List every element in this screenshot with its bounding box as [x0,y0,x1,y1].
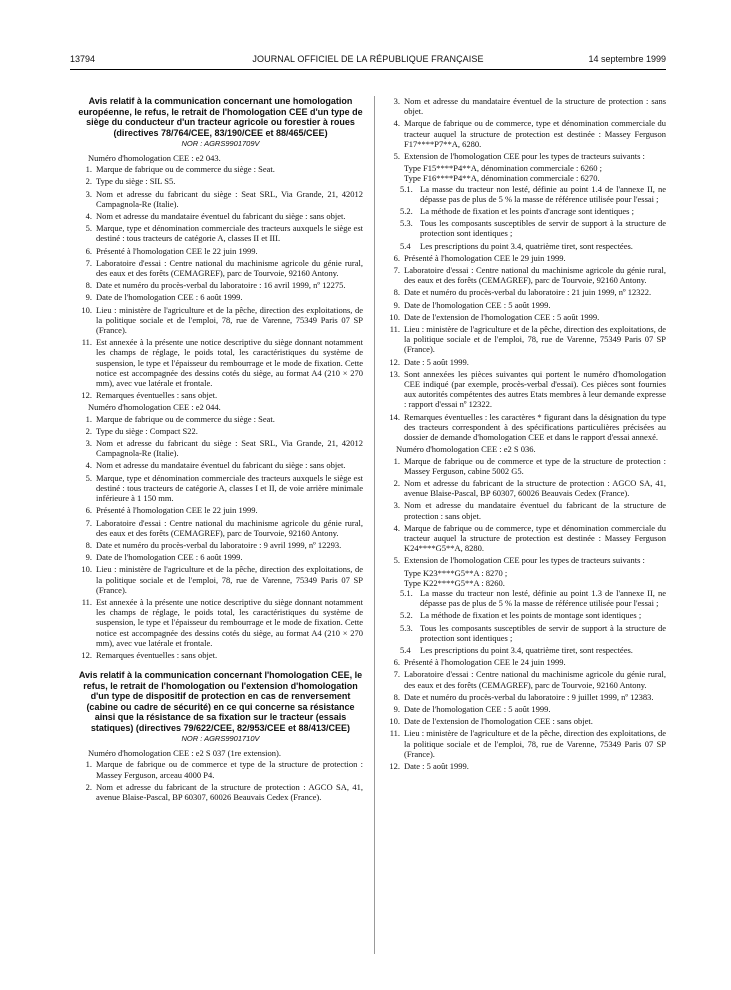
item-text: Date de l'extension de l'homologation CEE : sans objet. [404,716,593,727]
item-number: 10. [81,564,92,575]
item-list [78,759,363,802]
sub-item [386,241,666,251]
item-text: Marque de fabrique ou de commerce, type et dénomination commerciale du tracteur auquel la structure de protection est destinée : Massey Ferguson F17****P7**A, 6280. [404,118,666,149]
journal-title: JOURNAL OFFICIEL DE LA RÉPUBLIQUE FRANÇAISE [252,54,484,64]
tractor-type: Type F15****P4**A, dénomination commerciale : 6260 ; [404,163,602,174]
item-text: Date de l'homologation CEE : 6 août 1999. [96,552,243,563]
nor-reference: NOR : AGRS9901710V [181,734,260,744]
list-item [386,728,666,759]
item-text: Marque de fabrique ou de commerce, type et dénomination commerciale du tracteur auquel la structure de protection est destinée : Massey Ferguson K24****G5**A, 8280. [404,522,666,554]
item-text: Présenté à l'homologation CEE le 29 juin 1999. [404,252,566,263]
item-number: 13. [389,368,400,379]
sub-item [386,645,666,655]
item-text: Les prescriptions du point 3.4, quatrième tiret, sont respectées. [420,644,633,655]
item-text: Présenté à l'homologation CEE le 22 juin 1999. [96,505,258,516]
item-list [386,657,666,771]
item-number: 3. [393,500,400,511]
item-number: 12. [389,760,400,771]
item-text: Lieu : ministère de l'agriculture et de la pêche, direction des exploitations, de la politique sociale et de l'emploi, 78, rue de Varenne, 75349 Paris 07 SP (France). [404,728,666,759]
list-item [78,211,363,221]
item-text: Date et numéro du procès-verbal du laboratoire : 21 juin 1999, nº 12322. [404,287,652,298]
item-list [386,96,666,161]
sub-item [386,206,666,216]
item-text: Tous les composants susceptibles de servir de support à la structure de protection sont identiques ; [420,218,666,239]
item-number: 7. [393,669,400,680]
list-item [78,540,363,550]
item-text: Marque de fabrique ou de commerce et type de la structure de protection : Massey Ferguson, cabine 5002 G5. [404,455,666,476]
item-text: Lieu : ministère de l'agriculture et de la pêche, direction des exploitations, de la politique sociale et de l'emploi, 78, rue de Varenne, 75349 Paris 07 SP (France). [96,304,363,336]
list-item [386,151,666,161]
item-text: Lieu : ministère de l'agriculture et de la pêche, direction des exploitations, de la politique sociale et de l'emploi, 78, rue de Varenne, 75349 Paris 07 SP (France). [96,564,363,595]
list-item [78,280,363,290]
item-number: 2. [85,176,92,187]
list-item [78,164,363,174]
list-item [78,597,363,648]
item-text: Laboratoire d'essai : Centre national du machinisme agricole du génie rural, des eaux et des forêts (CEMAGREF), parc de Tourvoie, 92160 Antony. [404,265,666,286]
list-item [78,460,363,470]
list-item [386,500,666,520]
item-number: 12. [81,649,92,660]
item-number: 2. [85,425,92,436]
issue-date: 14 septembre 1999 [588,54,666,64]
homologation-number: Numéro d'homologation CEE : e2 S 037 (1re extension). [88,748,281,759]
list-item [386,96,666,116]
sub-item-list [386,184,666,251]
tractor-type: Type F16****P4**A, dénomination commerciale : 6270. [404,173,600,184]
right-column [386,96,666,773]
item-number: 5.1. [400,183,413,194]
item-text: Remarques éventuelles : sans objet. [96,649,218,660]
item-text: Les prescriptions du point 3.4, quatrième tiret, sont respectées. [420,240,633,251]
list-item [386,300,666,310]
tractor-type: Type K22****G5**A : 8260. [404,577,505,588]
item-number: 5.2. [400,610,413,621]
item-list [78,164,363,400]
list-item [78,337,363,388]
list-item [78,438,363,458]
list-item [386,704,666,714]
item-text: Date de l'extension de l'homologation CEE : 5 août 1999. [404,311,600,322]
sub-item [386,623,666,643]
item-number: 1. [85,413,92,424]
item-number: 4. [85,211,92,222]
item-list [386,456,666,566]
item-number: 5. [85,223,92,234]
item-text: Marque de fabrique ou de commerce du siège : Seat. [96,164,275,175]
list-item [78,246,363,256]
item-number: 1. [85,164,92,175]
item-text: Tous les composants susceptibles de servir de support à la structure de protection sont identiques ; [420,622,666,643]
item-number: 3. [85,438,92,449]
item-number: 7. [393,265,400,276]
list-item [78,473,363,504]
item-text: Date de l'homologation CEE : 6 août 1999. [96,292,243,303]
item-text: La masse du tracteur non lesté, définie au point 1.3 de l'annexe II, ne dépasse pas de plus de 5 % la masse de référence utilisée pour l'essai ; [420,587,666,609]
item-number: 5.4 [400,644,411,655]
sub-item [386,588,666,608]
list-item [78,189,363,209]
avis-title: Avis relatif à la communication concernant une homologation européenne, le refus, le retrait de l'homologation CEE d'un type de siège du conducteur d'un tracteur agricole ou forestier à roues (directives 78/764/CEE, 83/190/CEE et 88/465/CEE) [78,96,363,138]
item-number: 4. [393,118,400,129]
list-item [386,456,666,476]
list-item [78,782,363,802]
item-text: Nom et adresse du fabricant du siège : Seat SRL, Via Grande, 21, 42012 Campagnola-Re (Italie). [96,188,363,209]
item-text: Nom et adresse du mandataire éventuel du fabricant du siège : sans objet. [96,460,346,471]
homologation-number: Numéro d'homologation CEE : e2 043. [88,153,221,163]
item-text: La masse du tracteur non lesté, définie au point 1.4 de l'annexe II, ne dépasse pas de plus de 5 % la masse de référence utilisée pour l'essai ; [420,183,666,204]
item-number: 11. [389,728,400,739]
item-text: La méthode de fixation et les points de montage sont identiques ; [420,610,642,621]
item-number: 9. [85,292,92,303]
list-item [386,669,666,689]
item-number: 1. [85,759,92,770]
item-number: 14. [389,411,400,422]
item-text: Est annexée à la présente une notice descriptive du siège donnant notamment les champs de réglage, le poids total, les caractéristiques du système de suspension, le type et l'épaisseur du rembourrage et le mode de fixation. Cette notice est accompagnée des dessins cotés du siège, au format A4 (210 × 270 mm), avec vue latérale et frontale. [96,337,363,389]
item-number: 6. [85,245,92,256]
item-number: 5.2. [400,206,413,217]
list-item [386,523,666,554]
item-number: 6. [393,252,400,263]
list-item [386,412,666,443]
item-number: 10. [389,311,400,322]
item-text: Date de l'homologation CEE : 5 août 1999. [404,299,551,310]
list-item [386,657,666,667]
item-number: 12. [389,356,400,367]
tractor-type: Type K23****G5**A : 8270 ; [404,567,508,578]
item-text: Date et numéro du procès-verbal du laboratoire : 16 avril 1999, nº 12275. [96,280,346,291]
page-number: 13794 [70,54,96,64]
item-number: 11. [81,337,92,348]
item-number: 2. [85,781,92,792]
list-item [78,414,363,424]
item-number: 6. [85,505,92,516]
item-text: Nom et adresse du fabricant du siège : Seat SRL, Via Grande, 21, 42012 Campagnola-Re (Italie). [96,438,363,459]
item-list [386,253,666,442]
item-text: Marque de fabrique ou de commerce du siège : Seat. [96,413,275,424]
list-item [386,312,666,322]
list-item [78,305,363,336]
item-text: Type du siège : SIL S5. [96,176,176,187]
item-text: Laboratoire d'essai : Centre national du machinisme agricole du génie rural, des eaux et des forêts (CEMAGREF), parc de Tourvoie, 92160 Antony. [404,669,666,690]
list-item [78,552,363,562]
sub-item [386,610,666,620]
list-item [386,716,666,726]
item-number: 7. [85,257,92,268]
item-number: 5.1. [400,587,413,598]
item-text: Nom et adresse du mandataire éventuel du fabricant du siège : sans objet. [96,211,346,222]
page-header [70,54,666,68]
item-number: 6. [393,657,400,668]
item-number: 9. [393,703,400,714]
item-number: 5.3. [400,622,413,633]
item-number: 2. [393,477,400,488]
item-text: Marque de fabrique ou de commerce et type de la structure de protection : Massey Ferguson, arceau 4000 P4. [96,759,363,780]
item-list [78,414,363,660]
item-text: Remarques éventuelles : sans objet. [96,390,218,401]
item-number: 4. [85,460,92,471]
item-number: 11. [389,324,400,335]
item-text: Date : 5 août 1999. [404,760,469,771]
item-text: Nom et adresse du fabricant de la structure de protection : AGCO SA, 41, avenue Blaise-Pascal, BP 60307, 60026 Beauvais Cedex (France). [404,477,666,499]
list-item [386,478,666,498]
item-text: Lieu : ministère de l'agriculture et de la pêche, direction des exploitations, de la politique sociale et de l'emploi, 78, rue de Varenne, 75349 Paris 07 SP (France). [404,324,666,355]
list-item [78,564,363,595]
list-item [78,426,363,436]
item-text: Présenté à l'homologation CEE le 24 juin 1999. [404,657,566,668]
item-number: 12. [81,390,92,401]
list-item [386,761,666,771]
item-number: 4. [393,522,400,533]
item-number: 5. [393,555,400,566]
item-text: Marque, type et dénomination commerciale des tracteurs auxquels le siège est destiné : tous tracteurs de catégorie A, classes II et III. [96,223,363,244]
tractor-type-list [386,568,666,588]
item-number: 5.3. [400,218,413,229]
homologation-number: Numéro d'homologation CEE : e2 S 036. [396,444,536,455]
item-text: Marque, type et dénomination commerciale des tracteurs auxquels le siège est destiné : tous tracteurs de catégorie A, classes I et II, de voie arrière minimale inférieure à 1 150 mm. [96,472,363,504]
list-item [386,287,666,297]
item-text: Date de l'homologation CEE : 5 août 1999. [404,703,551,714]
list-item [386,369,666,410]
item-number: 5. [85,472,92,483]
header-rule [70,69,666,70]
avis-title: Avis relatif à la communication concernant l'homologation CEE, le refus, le retrait de l'homologation ou l'extension d'homologation d'un type de dispositif de protection en cas de renversement (cabine ou cadre de sécurité) en ce qui concerne sa résistance ainsi que la résistance de sa fixation sur le tracteur (essais statiques) (directives 79/622/CEE, 82/953/CEE et 88/413/CEE) [78,670,363,733]
item-text: Remarques éventuelles : les caractères * figurant dans la désignation du type des tracteurs correspondent à des spécifications particulières précisées au dossier de demande d'homologation CEE et dans le rapport d'essai annexé. [404,411,666,443]
list-item [386,324,666,355]
item-number: 3. [393,96,400,106]
item-text: Nom et adresse du mandataire éventuel du fabricant de la structure de protection : sans objet. [404,500,666,521]
homologation-number: Numéro d'homologation CEE : e2 044. [88,402,221,413]
tractor-type-list [386,163,666,183]
item-number: 8. [85,280,92,291]
item-number: 8. [393,287,400,298]
item-text: Type du siège : Compact S22. [96,425,198,436]
list-item [386,253,666,263]
item-number: 5.4 [400,240,411,251]
item-text: Présenté à l'homologation CEE le 22 juin 1999. [96,245,258,256]
item-text: La méthode de fixation et les points d'ancrage sont identiques ; [420,206,634,217]
item-text: Date : 5 août 1999. [404,356,469,367]
item-text: Date et numéro du procès-verbal du laboratoire : 9 juillet 1999, nº 12383. [404,691,654,702]
item-number: 1. [393,455,400,466]
item-text: Extension de l'homologation CEE pour les types de tracteurs suivants : [404,555,645,566]
list-item [78,176,363,186]
item-number: 10. [389,716,400,727]
item-text: Est annexée à la présente une notice descriptive du siège donnant notamment les champs de réglage, le poids total, les caractéristiques du système de suspension, le type et l'épaisseur du rembourrage et le mode de fixation. Cette notice est accompagnée des dessins cotés du siège, au format A4 (210 × 270 mm), avec vue latérale et frontale. [96,596,363,648]
item-number: 10. [81,304,92,315]
item-number: 9. [85,552,92,563]
list-item [386,265,666,285]
item-text: Date et numéro du procès-verbal du laboratoire : 9 avril 1999, nº 12293. [96,539,342,550]
list-item [78,292,363,302]
list-item [386,692,666,702]
list-item [78,650,363,660]
left-column [78,96,363,804]
list-item [78,390,363,400]
column-separator [374,96,375,954]
list-item [386,118,666,149]
item-text: Laboratoire d'essai : Centre national du machinisme agricole du génie rural, des eaux et des forêts (CEMAGREF), parc de Tourvoie, 92160 Antony. [96,517,363,538]
sub-item [386,184,666,204]
item-number: 5. [393,151,400,162]
list-item [78,518,363,538]
item-number: 7. [85,517,92,528]
nor-reference: NOR : AGRS9901709V [181,139,260,148]
list-item [386,555,666,565]
item-text: Laboratoire d'essai : Centre national du machinisme agricole du génie rural, des eaux et des forêts (CEMAGREF), parc de Tourvoie, 92160 Antony. [96,257,363,279]
list-item [78,258,363,278]
item-text: Sont annexées les pièces suivantes qui portent le numéro d'homologation CEE indiqué (par exemple, procès-verbal d'essai). Ces pièces sont fournies aux autorités compétentes des autres Etats membres à leur demande expresse : rapport d'essai nº 12322. [404,368,666,410]
sub-item-list [386,588,666,655]
list-item [78,505,363,515]
list-item [78,223,363,243]
sub-item [386,218,666,238]
item-text: Extension de l'homologation CEE pour les types de tracteurs suivants : [404,151,645,162]
item-number: 3. [85,188,92,199]
list-item [78,759,363,779]
item-number: 8. [85,539,92,550]
item-text: Nom et adresse du mandataire éventuel de la structure de protection : sans objet. [404,96,666,117]
item-number: 8. [393,691,400,702]
item-number: 9. [393,299,400,310]
item-text: Nom et adresse du fabricant de la structure de protection : AGCO SA, 41, avenue Blaise-Pascal, BP 60307, 60026 Beauvais Cedex (France). [96,781,363,802]
item-number: 11. [81,596,92,607]
list-item [386,357,666,367]
